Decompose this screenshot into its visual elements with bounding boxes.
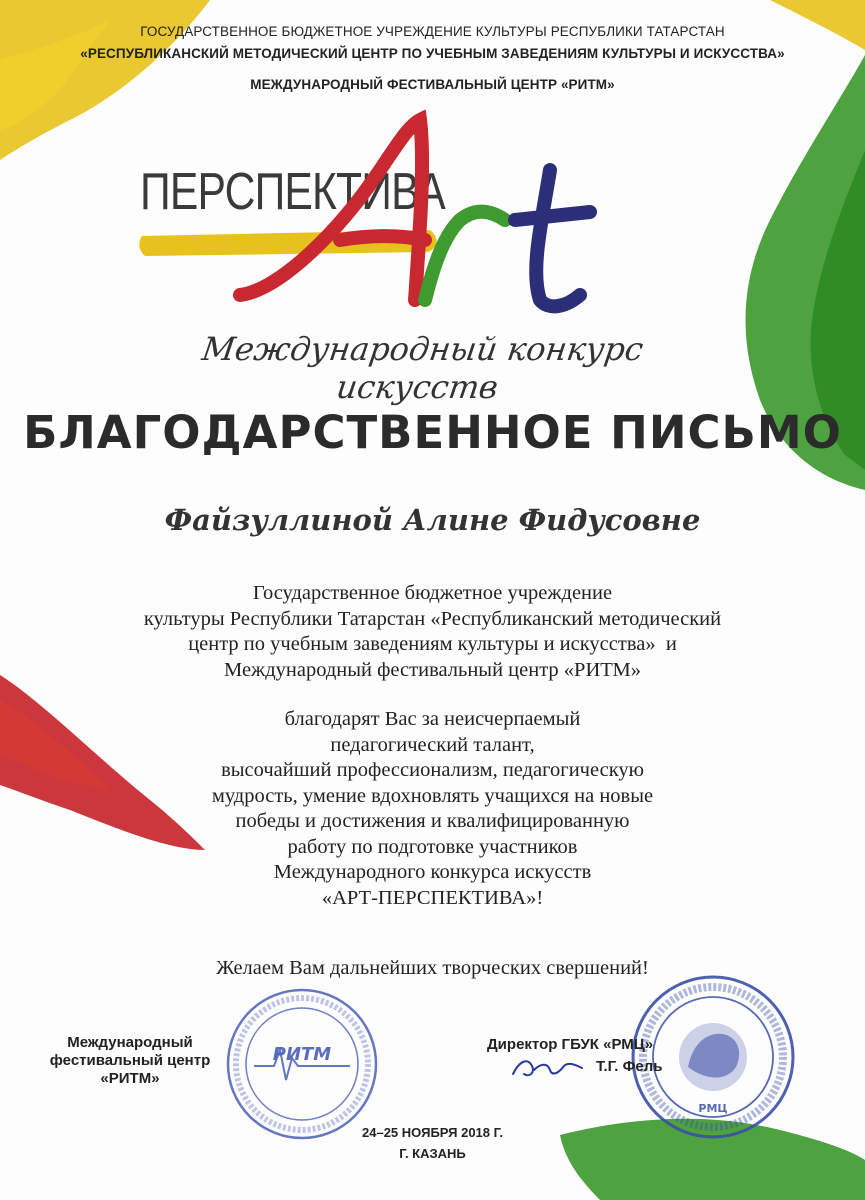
wish-line: Желаем Вам дальнейших творческих свершений!: [216, 957, 649, 979]
thanks-line: «АРТ-ПЕРСПЕКТИВА»!: [321, 886, 544, 909]
recipient-name: Файзуллиной Алине Фидусовне: [164, 503, 701, 537]
rmc-stamp: [628, 972, 798, 1142]
org-line: Международный фестивальный центр «РИТМ»: [224, 658, 641, 681]
header-line-3: МЕЖДУНАРОДНЫЙ ФЕСТИВАЛЬНЫЙ ЦЕНТР «РИТМ»: [250, 77, 615, 92]
event-date: 24–25 НОЯБРЯ 2018 Г.: [362, 1125, 503, 1140]
handwritten-signature: [508, 1052, 588, 1082]
header-line-1: ГОСУДАРСТВЕННОЕ БЮДЖЕТНОЕ УЧРЕЖДЕНИЕ КУЛЬТУРЫ РЕСПУБЛИКИ ТАТАРСТАН: [140, 24, 725, 39]
signature-left-line: Международный: [67, 1034, 193, 1051]
thanks-line: Международного конкурса искусств: [273, 861, 592, 883]
org-line: Государственное бюджетное учреждение: [252, 582, 613, 604]
org-line: культуры Республики Татарстан «Республиканский методический: [143, 607, 722, 630]
signature-left-line: фестивальный центр: [49, 1052, 211, 1069]
document-title: БЛАГОДАРСТВЕННОЕ ПИСЬМО: [23, 406, 842, 459]
event-city: Г. КАЗАНЬ: [399, 1146, 466, 1161]
thanks-paragraph: [0, 707, 865, 911]
header-line-2: «РЕСПУБЛИКАНСКИЙ МЕТОДИЧЕСКИЙ ЦЕНТР ПО УЧЕБНЫМ ЗАВЕДЕНИЯМ КУЛЬТУРЫ И ИСКУССТВА»: [80, 46, 785, 61]
art-logo: [220, 110, 670, 320]
art-letter-a: [240, 120, 425, 300]
art-letter-r: [425, 212, 505, 300]
organizations-paragraph: [0, 581, 865, 683]
thanks-line: работу по подготовке участников: [287, 835, 578, 858]
ritm-stamp: [222, 984, 382, 1144]
signature-left-block: [40, 1034, 220, 1088]
art-letter-t: [515, 170, 590, 306]
ritm-stamp-text: РИТМ: [272, 1044, 332, 1065]
brand-perspektiva: ПЕРСПЕКТИВА: [140, 163, 445, 221]
thanks-line: высочайший профессионализм, педагогическую: [221, 759, 644, 781]
org-line: центр по учебным заведениям культуры и искусства» и: [188, 633, 677, 655]
thanks-line: педагогический талант,: [330, 733, 535, 756]
rmc-stamp-text: РМЦ: [698, 1102, 728, 1115]
contest-subtitle: Международный конкурс искусств: [199, 330, 646, 406]
thanks-line: мудрость, умение вдохновлять учащихся на новые: [211, 784, 654, 807]
director-name: Т.Г. Фель: [596, 1058, 663, 1075]
thanks-line: победы и достижения и квалифицированную: [235, 810, 630, 832]
signature-left-line: «РИТМ»: [100, 1070, 160, 1087]
director-title: Директор ГБУК «РМЦ»: [487, 1036, 654, 1053]
thanks-line: благодарят Вас за неисчерпаемый: [284, 708, 581, 730]
